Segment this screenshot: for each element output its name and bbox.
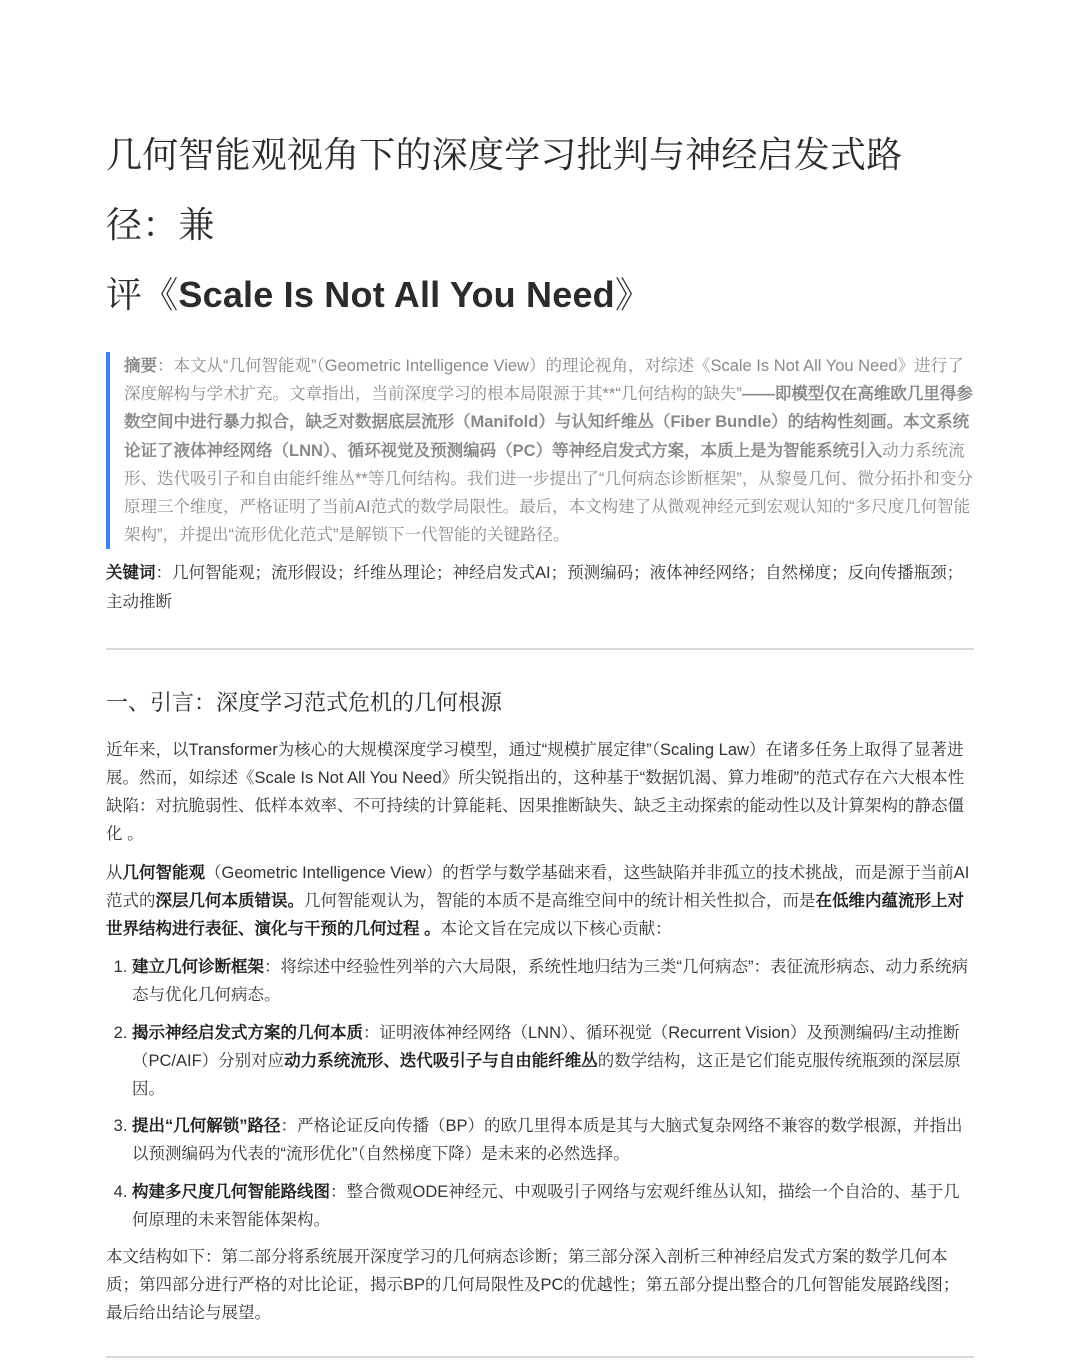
contribution-2-text-2: 的数学结构，这正是它们能克服传统瓶颈的深层原因。 [132, 1051, 961, 1099]
abstract-label: 摘要 [124, 357, 157, 375]
keywords-text: ：几何智能观；流形假设；纤维丛理论；神经启发式AI；预测编码；液体神经网络；自然梯度；反向传播瓶颈；主动推断 [106, 564, 964, 611]
keywords [106, 559, 974, 615]
list-item [132, 1112, 974, 1168]
section-divider [106, 648, 974, 650]
title-line-2-suffix: 》 [614, 274, 652, 315]
contribution-4-title: 构建多尺度几何智能路线图 [132, 1182, 330, 1201]
contribution-2-title: 揭示神经启发式方案的几何本质 [132, 1023, 363, 1042]
p2-bold-1: 几何智能观 [122, 863, 205, 882]
section-divider-bottom [106, 1356, 974, 1358]
contribution-1-title: 建立几何诊断框架 [132, 958, 264, 977]
abstract-blockquote [106, 352, 974, 549]
title-line-2-latin: Scale Is Not All You Need [178, 274, 615, 315]
p2-text-4: 本论文旨在完成以下核心贡献： [440, 920, 672, 939]
contribution-2-bold: 动力系统流形、迭代吸引子与自由能纤维丛 [284, 1051, 598, 1070]
keywords-label: 关键词 [106, 564, 156, 583]
contribution-4-text: ：整合微观ODE神经元、中观吸引子网络与宏观纤维丛认知，描绘一个自洽的、基于几何原理的未来智能体架构。 [132, 1182, 960, 1229]
paper-title [106, 120, 974, 330]
p2-text-1: 从 [106, 863, 123, 882]
section-heading-intro: 一、引言：深度学习范式危机的几何根源 [106, 689, 503, 715]
title-line-2-prefix: 评《 [106, 274, 179, 315]
list-item [132, 953, 974, 1009]
contribution-3-text: ：严格论证反向传播（BP）的欧几里得本质是其与大脑式复杂网络不兼容的数学根源，并指出以预测编码为代表的“流形优化”（自然梯度下降）是未来的必然选择。 [132, 1117, 963, 1164]
p2-text-3: 几何智能观认为，智能的本质不是高维空间中的统计相关性拟合，而是 [304, 891, 816, 910]
p2-bold-3: 在低维内蕴流形上对世界结构进行表征、演化与干预的几何过程 。 [106, 891, 964, 939]
contribution-3-title: 提出“几何解锁”路径 [132, 1117, 281, 1136]
abstract-bold-1: ——即模型仅在高维欧几里得参数空间中进行暴力拟合，缺乏对数据底层流形（Manifold）与认知纤维丛（Fiber Bundle）的结构性刻画。本文系统论证了液体神经网络（LNN）、循环视觉及预测编码（PC）等神经启发式方案，本质上是为智能系统引入 [124, 385, 973, 460]
contributions-list [106, 953, 974, 1234]
intro-paragraph-3: 本文结构如下：第二部分将系统展开深度学习的几何病态诊断；第三部分深入剖析三种神经启发式方案的数学几何本质；第四部分进行严格的对比论证，揭示BP的几何局限性及PC的优越性；第五部分提出整合的几何智能发展路线图；最后给出结论与展望。 [106, 1248, 960, 1323]
list-item [132, 1019, 974, 1104]
p2-bold-2: 深层几何本质错误。 [155, 891, 304, 910]
p2-text-2: （Geometric Intelligence View）的哲学与数学基础来看，这些缺陷并非孤立的技术挑战，而是源于当前AI范式的 [106, 863, 970, 910]
abstract-text-2: 动力系统流形、迭代吸引子和自由能纤维丛**等几何结构。我们进一步提出了“几何病态诊断框架”，从黎曼几何、微分拓扑和变分原理三个维度，严格证明了当前AI范式的数学局限性。最后，本文构建了从微观神经元到宏观认知的“多尺度几何智能架构”，并提出“流形优化范式”是解锁下一代智能的关键路径。 [124, 441, 973, 545]
intro-paragraph-1: 近年来，以Transformer为核心的大规模深度学习模型，通过“规模扩展定律”（Scaling Law）在诸多任务上取得了显著进展。然而，如综述《Scale Is Not All You Need》所尖锐指出的，这种基于“数据饥渴、算力堆砌”的范式存在六大根本性缺陷：对抗脆弱性、低样本效率、不可持续的计算能耗、因果推断缺失、缺乏主动探索的能动性以及计算架构的静态僵化 。 [106, 740, 965, 844]
title-line-1: 几何智能观视角下的深度学习批判与神经启发式路径：兼 [106, 134, 903, 245]
contribution-1-text: ：将综述中经验性列举的六大局限，系统性地归结为三类“几何病态”：表征流形病态、动力系统病态与优化几何病态。 [132, 958, 968, 1005]
contribution-2-text: ：证明液体神经网络（LNN）、循环视觉（Recurrent Vision）及预测编码/主动推断（PC/AIF）分别对应 [132, 1023, 960, 1070]
abstract-text-1: ：本文从“几何智能观”（Geometric Intelligence View）的理论视角，对综述《Scale Is Not All You Need》进行了深度解构与学术扩充。文章指出，当前深度学习的根本局限源于其**“几何结构的缺失” [124, 357, 964, 404]
list-item [132, 1178, 974, 1234]
intro-paragraph-2 [106, 859, 974, 944]
